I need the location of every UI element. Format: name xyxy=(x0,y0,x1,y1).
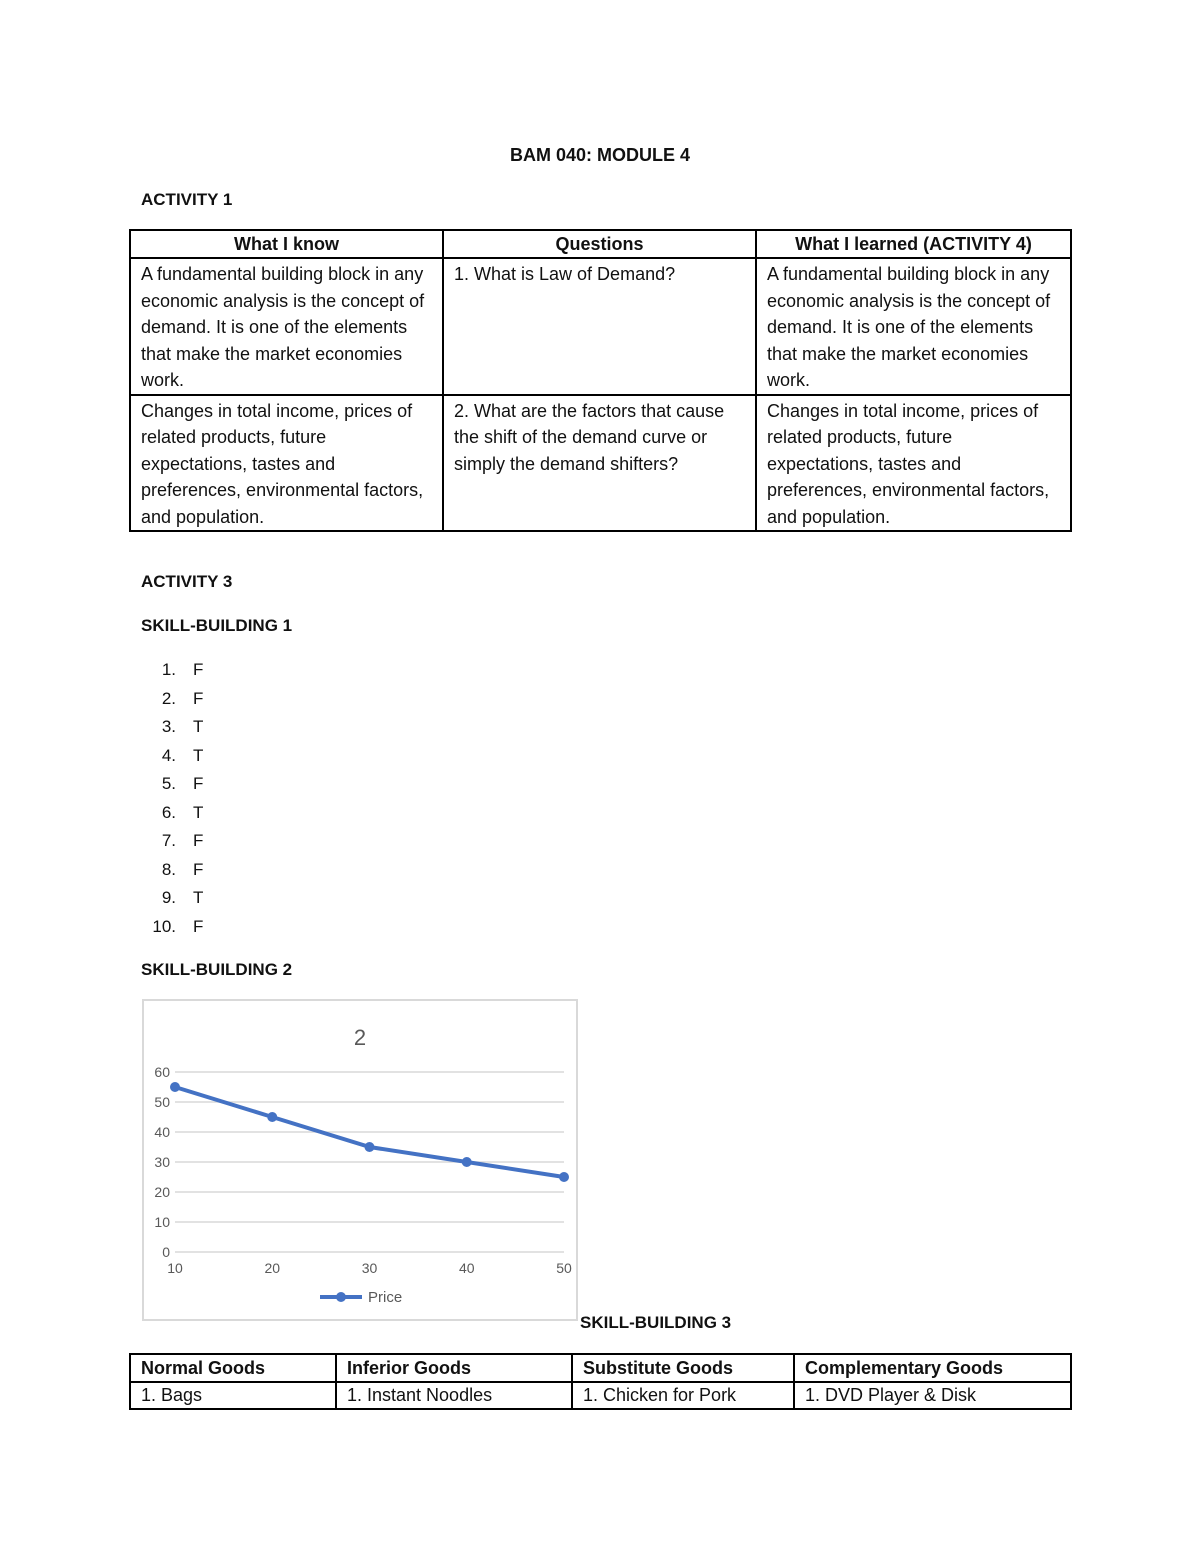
document-title: BAM 040: MODULE 4 xyxy=(509,145,691,165)
legend-label: Price xyxy=(368,1289,403,1306)
kwl-cell: Changes in total income, prices of related products, future expectations, tastes and preferences, environmental factors, and population. xyxy=(130,395,443,532)
list-item: 5. F xyxy=(161,774,204,793)
list-item: 6. T xyxy=(161,802,204,822)
kwl-header-questions: Questions xyxy=(443,230,756,258)
y-tick-label: 60 xyxy=(154,1064,170,1080)
kwl-cell: A fundamental building block in any economic analysis is the concept of demand. It is one of the elements that make the market economies work. xyxy=(130,258,443,395)
data-point xyxy=(170,1082,180,1092)
legend-marker xyxy=(336,1292,346,1302)
table-row xyxy=(130,1382,1071,1409)
skill2-heading: SKILL-BUILDING 2 xyxy=(141,960,293,979)
list-item: 9. T xyxy=(161,888,204,907)
list-item: 1. F xyxy=(161,660,204,679)
y-tick-label: 10 xyxy=(154,1214,170,1230)
kwl-cell: Changes in total income, prices of related products, future expectations, tastes and preferences, environmental factors, and population. xyxy=(756,395,1071,532)
list-item: 4. T xyxy=(161,745,204,765)
x-tick-label: 50 xyxy=(556,1260,572,1276)
list-item: 8. F xyxy=(161,859,204,879)
x-tick-label: 30 xyxy=(361,1260,378,1276)
list-item: 2. F xyxy=(161,688,204,708)
y-tick-label: 30 xyxy=(154,1154,170,1170)
table-row xyxy=(130,395,1071,532)
activity1-heading: ACTIVITY 1 xyxy=(141,190,233,209)
data-point xyxy=(559,1172,569,1182)
goods-header-complementary: Complementary Goods xyxy=(794,1354,1071,1382)
kwl-header-learned: What I learned (ACTIVITY 4) xyxy=(756,230,1071,258)
y-tick-label: 40 xyxy=(154,1124,170,1140)
kwl-header-know: What I know xyxy=(130,230,443,258)
data-point xyxy=(267,1112,277,1122)
goods-cell: 1. Chicken for Pork xyxy=(572,1382,794,1409)
goods-header-inferior: Inferior Goods xyxy=(336,1354,572,1382)
y-tick-label: 0 xyxy=(162,1244,170,1260)
list-item: 10. F xyxy=(152,916,204,936)
table-row xyxy=(130,258,1071,395)
data-point xyxy=(365,1142,375,1152)
goods-header-normal: Normal Goods xyxy=(130,1354,336,1382)
goods-header-substitute: Substitute Goods xyxy=(572,1354,794,1382)
goods-header-row xyxy=(130,1354,1071,1382)
chart-canvas xyxy=(144,1001,576,1319)
goods-cell: 1. DVD Player & Disk xyxy=(794,1382,1071,1409)
goods-cell: 1. Instant Noodles xyxy=(336,1382,572,1409)
skill3-heading: SKILL-BUILDING 3 xyxy=(580,1313,732,1332)
kwl-cell: 1. What is Law of Demand? xyxy=(443,258,756,395)
skill1-answer-list xyxy=(140,656,203,941)
x-tick-label: 40 xyxy=(458,1260,475,1276)
list-item: 7. F xyxy=(161,831,204,850)
price-line-chart xyxy=(142,999,578,1321)
chart-title: 2 xyxy=(353,1025,367,1050)
activity3-heading: ACTIVITY 3 xyxy=(141,572,233,591)
kwl-cell: 2. What are the factors that cause the shift of the demand curve or simply the demand shifters? xyxy=(443,395,756,532)
x-tick-label: 10 xyxy=(167,1260,183,1276)
kwl-header-row xyxy=(130,230,1071,258)
list-item: 3. T xyxy=(161,717,204,736)
y-tick-label: 20 xyxy=(154,1184,170,1200)
y-tick-label: 50 xyxy=(154,1094,170,1110)
kwl-table xyxy=(129,229,1072,532)
x-tick-label: 20 xyxy=(264,1260,281,1276)
goods-table xyxy=(129,1353,1072,1410)
goods-cell: 1. Bags xyxy=(130,1382,336,1409)
chart-legend xyxy=(320,1289,402,1306)
skill1-heading: SKILL-BUILDING 1 xyxy=(141,616,293,635)
kwl-cell: A fundamental building block in any economic analysis is the concept of demand. It is one of the elements that make the market economies work. xyxy=(756,258,1071,395)
data-point xyxy=(462,1157,472,1167)
